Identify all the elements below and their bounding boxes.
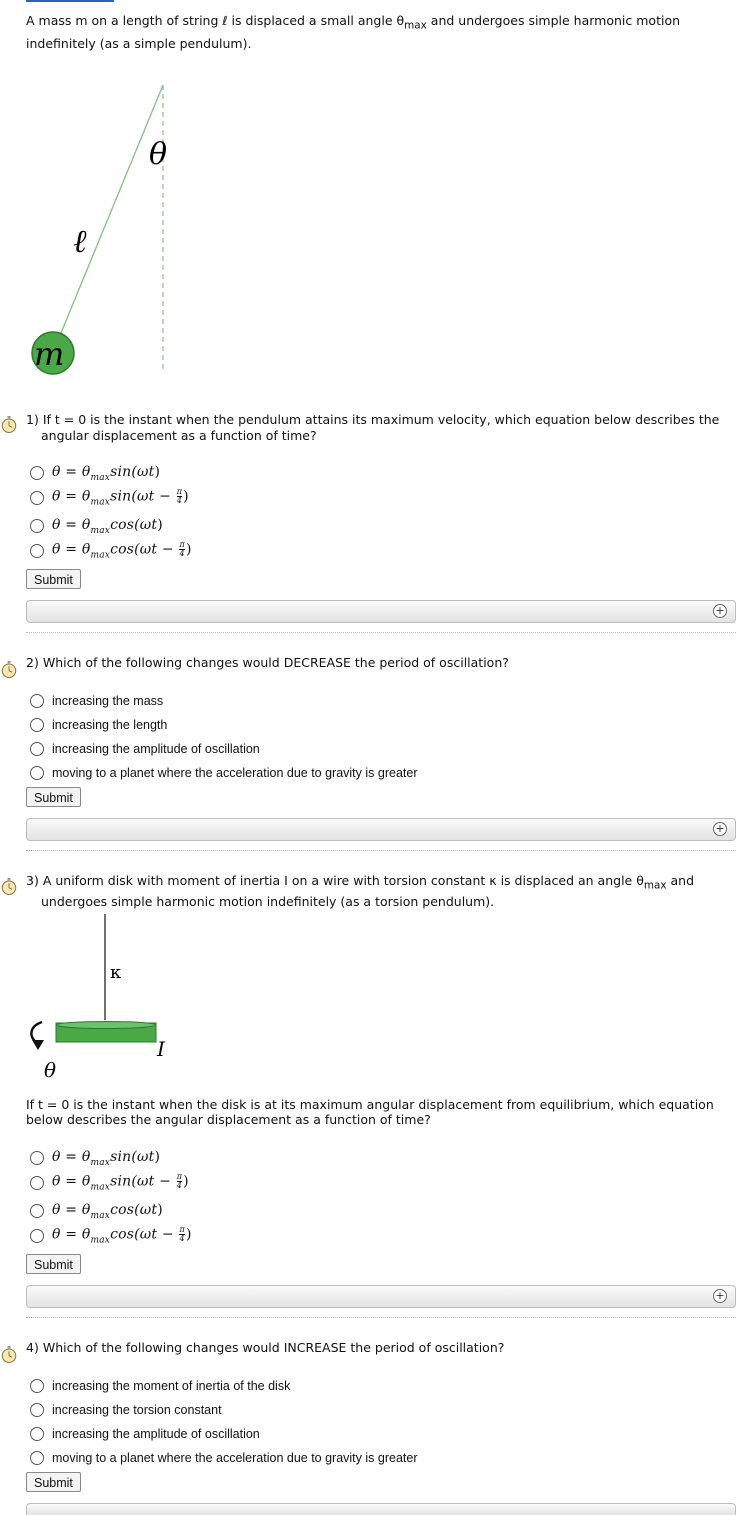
q3-number: 3) <box>26 873 39 888</box>
q3-radio-4[interactable] <box>30 1229 44 1243</box>
problem-intro <box>26 12 740 53</box>
q2-radio-2[interactable] <box>30 718 44 732</box>
q4-option-3-label: increasing the amplitude of oscillation <box>52 1427 260 1441</box>
q4-option-1-label: increasing the moment of inertia of the disk <box>52 1379 291 1393</box>
q2-option-1[interactable] <box>30 691 163 711</box>
stopwatch-icon <box>0 416 18 434</box>
q2-radio-1[interactable] <box>30 694 44 708</box>
q2-number: 2) <box>26 655 39 670</box>
q4-option-4-label: moving to a planet where the acceleration due to gravity is greater <box>52 1451 418 1465</box>
q2-option-4-label: moving to a planet where the acceleration due to gravity is greater <box>52 766 418 780</box>
q4-radio-3[interactable] <box>30 1427 44 1441</box>
q4-feedback-bar[interactable] <box>26 1503 736 1515</box>
q1-radio-3[interactable] <box>30 519 44 533</box>
q2-option-4[interactable] <box>30 763 418 783</box>
q3-submit-button[interactable]: Submit <box>26 1254 81 1274</box>
q4-question <box>26 1340 716 1356</box>
rotation-arrow <box>31 1022 42 1043</box>
expand-plus-icon[interactable]: + <box>713 822 727 836</box>
q3-sub: max <box>643 879 667 892</box>
q1-number: 1) <box>26 412 39 427</box>
q3-radio-1[interactable] <box>30 1151 44 1165</box>
q1-option-3[interactable]: $\theta = \theta_{max}\cos(\omega t)$ <box>30 516 163 536</box>
pendulum-string <box>54 85 163 350</box>
top-link-underline <box>26 0 114 2</box>
q1-question <box>26 412 731 444</box>
q2-text: Which of the following changes would DECREASE the period of oscillation? <box>42 655 509 670</box>
q3-option-2[interactable]: $\theta = \theta_{max}\sin(\omega t$ − $\frac{\pi}{4}$ ) <box>30 1173 189 1193</box>
q2-option-3-label: increasing the amplitude of oscillation <box>52 742 260 756</box>
q1-radio-1[interactable] <box>30 466 44 480</box>
q4-radio-4[interactable] <box>30 1451 44 1465</box>
q2-option-1-label: increasing the mass <box>52 694 164 708</box>
stopwatch-icon <box>0 661 18 679</box>
q1-option-1[interactable]: $\theta = \theta_{max}\sin(\omega t)$ <box>30 463 160 483</box>
q1-option-4[interactable]: $\theta = \theta_{max}\cos(\omega t$ − $\frac{\pi}{4}$ ) <box>30 541 192 561</box>
expand-plus-icon[interactable]: + <box>713 604 727 618</box>
q3-feedback-bar[interactable] <box>26 1285 736 1308</box>
intro-sub: max <box>404 19 427 32</box>
q4-number: 4) <box>26 1340 39 1355</box>
q1-submit-button[interactable]: Submit <box>26 569 81 589</box>
q1-text: If t = 0 is the instant when the pendulum attains its maximum velocity, which equation below describes the angular displacement as a function of time? <box>41 412 720 443</box>
stopwatch-icon <box>0 878 18 896</box>
q4-submit-button[interactable]: Submit <box>26 1472 81 1492</box>
rotation-arrow-head <box>32 1040 44 1050</box>
intro-text-1: A mass m on a length of string ℓ is displaced a small angle θ <box>26 13 405 28</box>
q4-radio-2[interactable] <box>30 1403 44 1417</box>
q3-subquestion: If t = 0 is the instant when the disk is at its maximum angular displacement from equilibrium, which equation below describes the angular displacement as a function of time? <box>26 1097 714 1127</box>
q4-option-4[interactable] <box>30 1448 418 1468</box>
q3-option-1[interactable]: $\theta = \theta_{max}\sin(\omega t)$ <box>30 1148 160 1168</box>
section-divider <box>26 1317 736 1318</box>
q3-radio-2[interactable] <box>30 1176 44 1190</box>
length-label: ℓ <box>73 222 87 260</box>
q2-radio-3[interactable] <box>30 742 44 756</box>
expand-plus-icon[interactable]: + <box>713 1289 727 1303</box>
torsion-pendulum-figure <box>20 910 200 1085</box>
q2-feedback-bar[interactable] <box>26 818 736 841</box>
theta-label: θ <box>149 137 168 172</box>
q2-question <box>26 655 716 671</box>
q2-option-2-label: increasing the length <box>52 718 168 732</box>
q1-radio-4[interactable] <box>30 544 44 558</box>
q3-question <box>26 873 731 910</box>
q1-feedback-bar[interactable] <box>26 600 736 623</box>
q1-radio-2[interactable] <box>30 491 44 505</box>
q4-radio-1[interactable] <box>30 1379 44 1393</box>
q3-text-2: and undergoes simple harmonic motion indefinitely (as a torsion pendulum). <box>41 873 695 909</box>
section-divider <box>26 850 736 851</box>
inertia-label: I <box>157 1037 165 1061</box>
theta-label: θ <box>44 1058 57 1082</box>
stopwatch-icon <box>0 1346 18 1364</box>
q2-option-2[interactable] <box>30 715 167 735</box>
q4-option-3[interactable] <box>30 1424 260 1444</box>
q3-option-4[interactable]: $\theta = \theta_{max}\cos(\omega t$ − $\frac{\pi}{4}$ ) <box>30 1226 192 1246</box>
q4-option-1[interactable] <box>30 1376 290 1396</box>
q3-text-1: A uniform disk with moment of inertia I on a wire with torsion constant κ is displaced an angle θ <box>42 873 644 888</box>
intro-text-2: and undergoes simple harmonic motion indefinitely (as a simple pendulum). <box>26 13 681 51</box>
q4-text: Which of the following changes would INCREASE the period of oscillation? <box>42 1340 505 1355</box>
q2-option-3[interactable] <box>30 739 260 759</box>
mass-label: m <box>34 335 65 373</box>
q3-option-3[interactable]: $\theta = \theta_{max}\cos(\omega t)$ <box>30 1201 163 1221</box>
disk-top <box>56 1022 156 1029</box>
q1-option-2[interactable]: $\theta = \theta_{max}\sin(\omega t$ − $\frac{\pi}{4}$ ) <box>30 488 189 508</box>
section-divider <box>26 632 736 633</box>
q4-option-2-label: increasing the torsion constant <box>52 1403 222 1417</box>
pendulum-figure <box>20 80 180 380</box>
q4-option-2[interactable] <box>30 1400 222 1420</box>
q2-radio-4[interactable] <box>30 766 44 780</box>
q3-radio-3[interactable] <box>30 1204 44 1218</box>
kappa-label: κ <box>110 962 122 983</box>
q2-submit-button[interactable]: Submit <box>26 787 81 807</box>
